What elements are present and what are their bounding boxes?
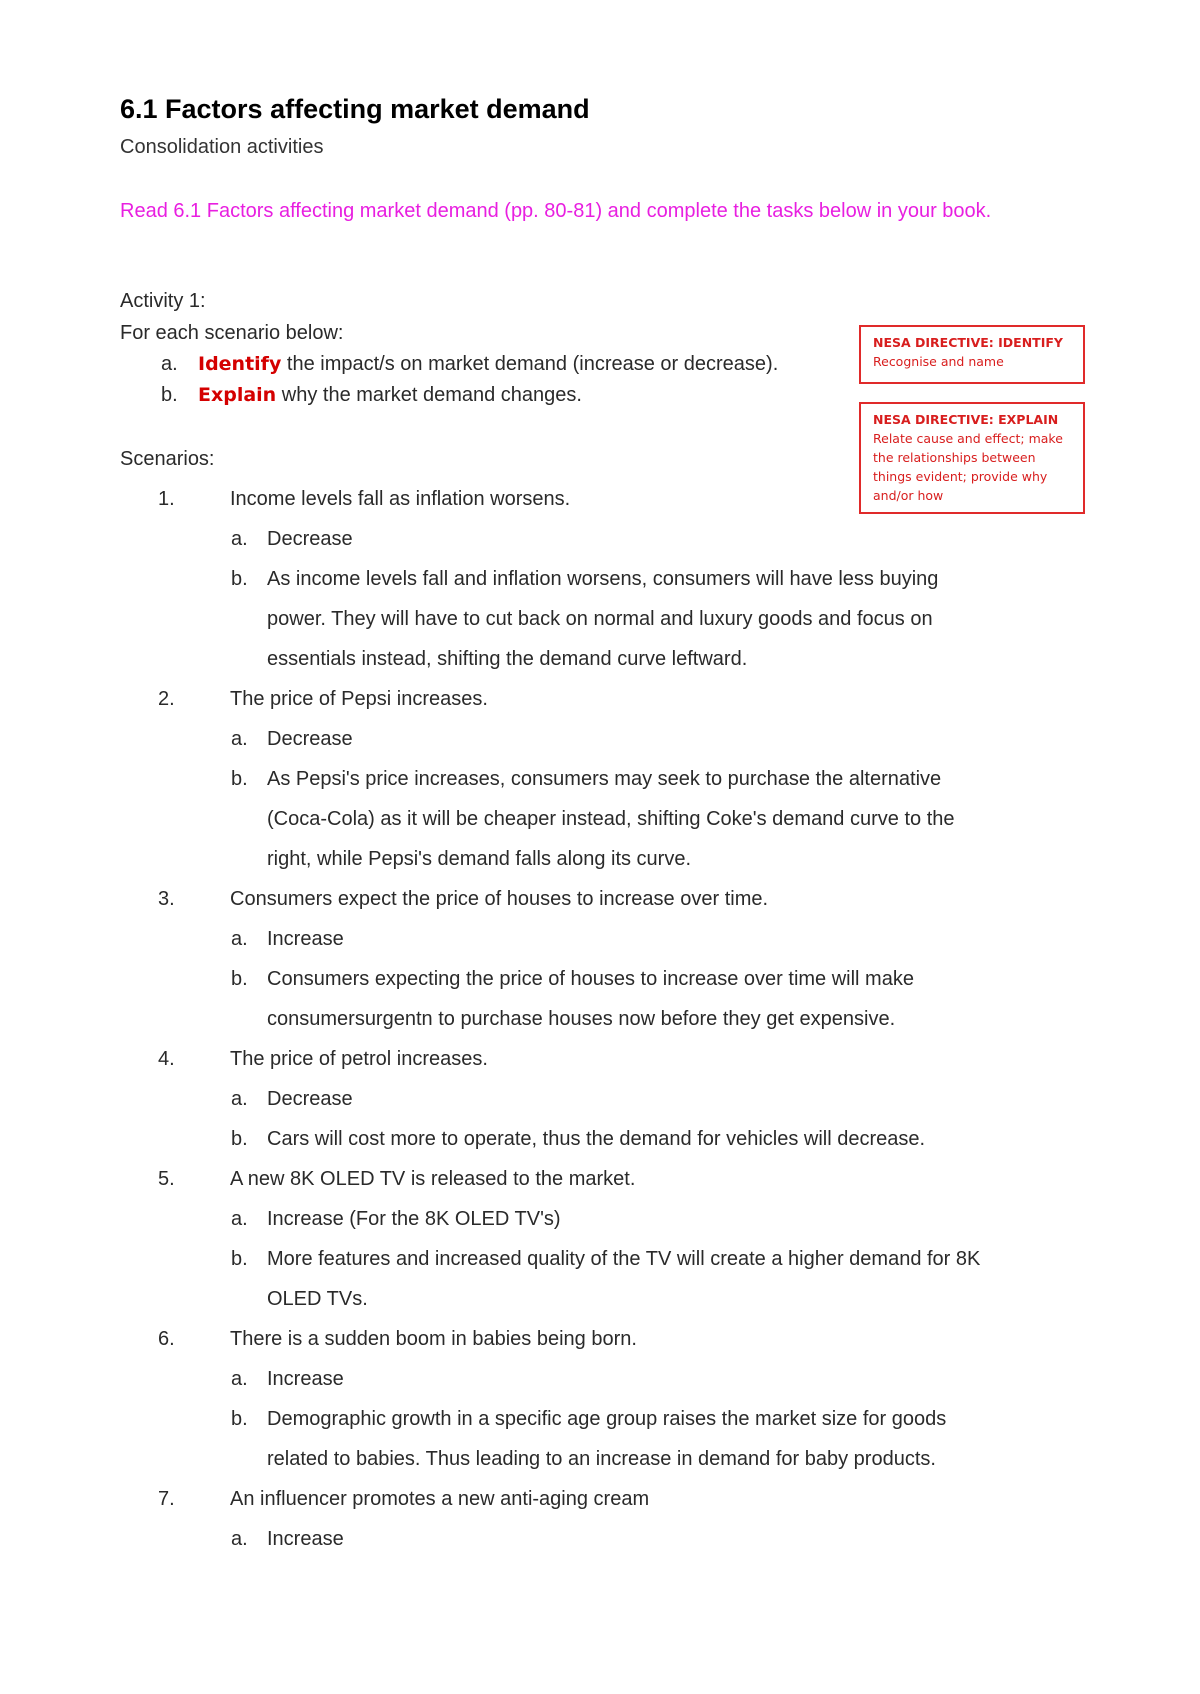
task-label-b: b. [161,384,178,406]
answer-a: Increase [267,928,344,950]
nesa-directive-explain-box [859,402,1085,514]
answer-a: Decrease [267,728,353,750]
answer-label-a: a. [231,728,248,750]
answer-b-line: As income levels fall and inflation worsens, consumers will have less buying [267,568,939,590]
nesa-directive-identify-box [859,325,1085,384]
scenario-number: 6. [158,1328,175,1350]
answer-b-line: As Pepsi's price increases, consumers may seek to purchase the alternative [267,768,942,790]
answer-a: Increase (For the 8K OLED TV's) [267,1208,561,1230]
answer-b-line: Consumers expecting the price of houses to increase over time will make [267,968,914,990]
answer-label-b: b. [231,568,248,590]
answer-label-a: a. [231,1368,248,1390]
scenario-text: The price of petrol increases. [230,1048,488,1070]
scenario-text: An influencer promotes a new anti-aging cream [230,1488,650,1510]
scenario-text: Income levels fall as inflation worsens. [230,488,571,510]
answer-b-line: power. They will have to cut back on normal and luxury goods and focus on [267,608,933,630]
answer-b-line: right, while Pepsi's demand falls along its curve. [267,848,692,870]
answer-a: Decrease [267,1088,353,1110]
answer-b-line: Cars will cost more to operate, thus the demand for vehicles will decrease. [267,1128,926,1150]
answer-label-a: a. [231,1088,248,1110]
scenario-text: There is a sudden boom in babies being born. [230,1328,637,1350]
scenario-number: 4. [158,1048,175,1070]
scenario-text: The price of Pepsi increases. [230,688,488,710]
answer-b-line: essentials instead, shifting the demand curve leftward. [267,648,748,670]
answer-b-line: related to babies. Thus leading to an increase in demand for baby products. [267,1448,936,1470]
activity-intro: For each scenario below: [120,322,344,344]
answer-label-a: a. [231,928,248,950]
scenario-number: 2. [158,688,175,710]
answer-b-line: OLED TVs. [267,1288,368,1310]
task-label-a: a. [161,353,178,375]
task-text: why the market demand changes. [281,384,582,406]
task-a [198,353,778,376]
scenario-number: 1. [158,488,175,510]
scenario-number: 3. [158,888,175,910]
answer-label-b: b. [231,1128,248,1150]
answer-label-b: b. [231,968,248,990]
answer-label-a: a. [231,528,248,550]
page-subtitle: Consolidation activities [120,136,324,158]
answer-label-b: b. [231,1248,248,1270]
task-b [198,384,582,407]
directive-line: and/or how [873,488,944,503]
answer-a: Increase [267,1528,344,1550]
scenario-text: Consumers expect the price of houses to increase over time. [230,888,769,910]
scenario-number: 5. [158,1168,175,1190]
task-text: the impact/s on market demand (increase or decrease). [286,353,779,375]
directive-line: things evident; provide why [873,469,1048,484]
directive-line: the relationships between [873,450,1036,465]
task-keyword-explain: Explain [198,384,277,406]
directive-line: Recognise and name [873,354,1004,369]
scenarios-heading: Scenarios: [120,448,215,470]
directive-heading: NESA DIRECTIVE: IDENTIFY [873,335,1063,350]
page-title: 6.1 Factors affecting market demand [120,94,590,124]
scenario-number: 7. [158,1488,175,1510]
answer-b-line: consumersurgentn to purchase houses now before they get expensive. [267,1008,896,1030]
answer-label-b: b. [231,768,248,790]
answer-a: Decrease [267,528,353,550]
directive-heading: NESA DIRECTIVE: EXPLAIN [873,412,1059,427]
answer-a: Increase [267,1368,344,1390]
answer-label-a: a. [231,1208,248,1230]
answer-b-line: More features and increased quality of the TV will create a higher demand for 8K [267,1248,981,1270]
scenario-text: A new 8K OLED TV is released to the market. [230,1168,636,1190]
reading-instruction: Read 6.1 Factors affecting market demand (pp. 80-81) and complete the tasks below in your book. [120,200,992,222]
answer-b-line: Demographic growth in a specific age group raises the market size for goods [267,1408,947,1430]
task-keyword-identify: Identify [198,353,282,375]
answer-b-line: (Coca-Cola) as it will be cheaper instead, shifting Coke's demand curve to the [267,808,955,830]
directive-line: Relate cause and effect; make [873,431,1063,446]
answer-label-a: a. [231,1528,248,1550]
answer-label-b: b. [231,1408,248,1430]
activity-heading: Activity 1: [120,290,206,312]
